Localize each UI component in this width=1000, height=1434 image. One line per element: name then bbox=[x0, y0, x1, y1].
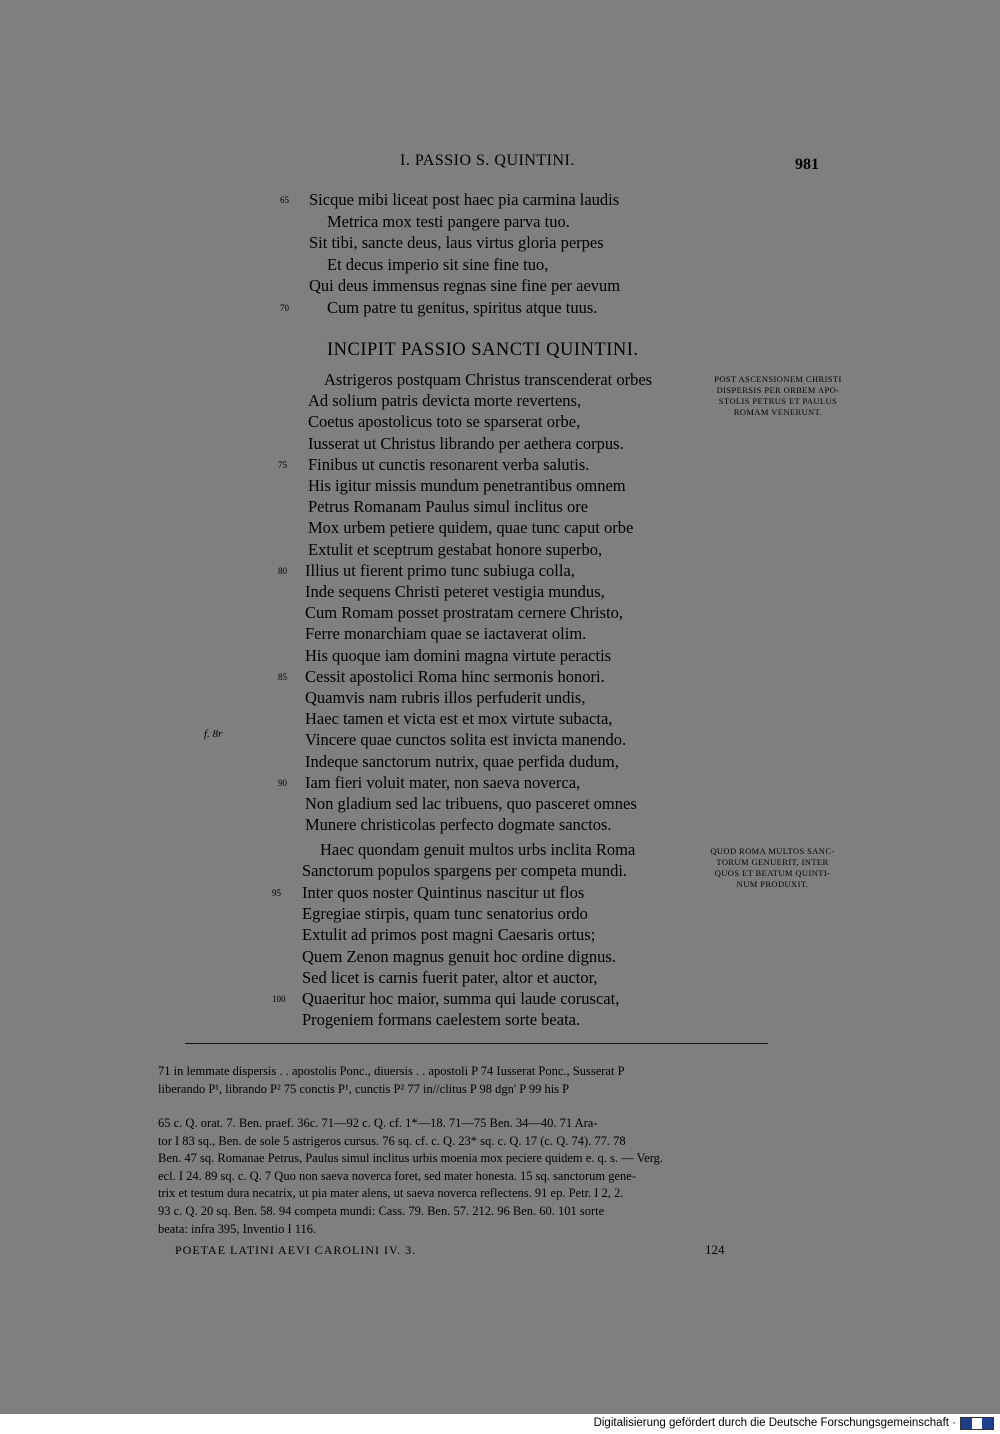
verse-line: Sed licet is carnis fuerit pater, altor et auctor, bbox=[302, 967, 598, 987]
sidenote-ascension bbox=[688, 374, 868, 418]
line-number: 90 bbox=[278, 777, 287, 788]
section-title: INCIPIT PASSIO SANCTI QUINTINI. bbox=[327, 340, 639, 360]
sidenote-line: NUM PRODUXIT. bbox=[736, 879, 809, 889]
signature-mark: 124 bbox=[705, 1242, 725, 1257]
verse-line: Astrigeros postquam Christus transcenderat orbes bbox=[324, 370, 653, 389]
verse-line: Cum patre tu genitus, spiritus atque tuus. bbox=[327, 297, 598, 317]
dfg-logo bbox=[960, 1417, 994, 1430]
footnote-line: ecl. I 24. 89 sq. c. Q. 7 Quo non saeva noverca foret, sed mater honesta. 15 sq. sanctorum gene- bbox=[158, 1168, 636, 1183]
page-number: 981 bbox=[795, 156, 819, 173]
sidenote-line: TORUM GENUERIT, INTER bbox=[716, 857, 829, 867]
footnote-rule bbox=[185, 1043, 768, 1044]
footnote-line: trix et testum dura necatrix, ut pia mater alens, ut saeva noverca reflectens. 91 ep. Petr. I 2, 2. bbox=[158, 1186, 624, 1201]
verse-line: Finibus ut cunctis resonarent verba salutis. bbox=[308, 454, 590, 474]
sidenote-line: QUOD ROMA MULTOS SANC- bbox=[710, 846, 835, 856]
verse-line: Cum Romam posset prostratam cernere Christo, bbox=[305, 603, 624, 623]
verse-line: His igitur missis mundum penetrantibus omnem bbox=[308, 476, 626, 495]
verse-line: Haec tamen et victa est et mox virtute subacta, bbox=[305, 709, 613, 729]
verse-line: Quaeritur hoc maior, summa qui laude coruscat, bbox=[302, 989, 620, 1009]
verse-line: Cessit apostolici Roma hinc sermonis honori. bbox=[305, 666, 605, 686]
line-number: 65 bbox=[280, 195, 289, 205]
line-number: 70 bbox=[280, 302, 289, 313]
verse-line: Inde sequens Christi peteret vestigia mundus, bbox=[305, 582, 605, 601]
line-number: 75 bbox=[278, 459, 287, 470]
verse-line: Progeniem formans caelestem sorte beata. bbox=[302, 1010, 581, 1030]
verse-line: Indeque sanctorum nutrix, quae perfida dudum, bbox=[305, 751, 619, 771]
verse-line: Ad solium patris devicta morte revertens, bbox=[308, 391, 582, 411]
sidenote-roma bbox=[680, 846, 865, 890]
verse-line: Mox urbem petiere quidem, quae tunc caput orbe bbox=[308, 518, 634, 538]
series-footer: POETAE LATINI AEVI CAROLINI IV. 3. bbox=[175, 1243, 417, 1257]
verse-line: Iusserat ut Christus librando per aethera corpus. bbox=[308, 433, 624, 453]
verse-line: Petrus Romanam Paulus simul inclitus ore bbox=[308, 497, 589, 517]
verse-line: Sanctorum populos spargens per competa mundi. bbox=[302, 861, 628, 881]
verse-line: Coetus apostolicus toto se sparserat orbe, bbox=[308, 412, 581, 432]
verse-line: Ferre monarchiam quae se iactaverat olim. bbox=[305, 624, 587, 644]
verse-line: Qui deus immensus regnas sine fine per aevum bbox=[309, 276, 621, 295]
line-number: 85 bbox=[278, 671, 287, 682]
running-header: I. PASSIO S. QUINTINI. bbox=[400, 152, 575, 169]
sidenote-line: STOLIS PETRUS ET PAULUS bbox=[718, 396, 838, 406]
dfg-banner bbox=[0, 1414, 1000, 1434]
line-number: 80 bbox=[278, 565, 287, 576]
apparatus-line: 71 in lemmate dispersis . . apostolis Ponc., diuersis . . apostoli P 74 Iusserat Ponc., Susserat P bbox=[158, 1064, 625, 1078]
folio-margin-mark: f. 8r bbox=[204, 728, 223, 740]
verse-line: Et decus imperio sit sine fine tuo, bbox=[327, 254, 549, 274]
verse-line: Illius ut fierent primo tunc subiuga colla, bbox=[305, 560, 575, 580]
footnote-line: 93 c. Q. 20 sq. Ben. 58. 94 competa mundi: Cass. 79. Ben. 57. 212. 96 Ben. 60. 101 sorte bbox=[158, 1204, 605, 1218]
sidenote-line: ROMAM VENERUNT. bbox=[733, 407, 823, 417]
footnote-line: beata: infra 395, Inventio I 116. bbox=[158, 1221, 317, 1236]
verse-line: Vincere quae cunctos solita est invicta manendo. bbox=[305, 730, 627, 750]
line-number: 100 bbox=[272, 994, 286, 1005]
footnote-line: 65 c. Q. orat. 7. Ben. praef. 36c. 71—92 c. Q. cf. 1*—18. 71—75 Ben. 34—40. 71 Ara- bbox=[158, 1116, 598, 1130]
verse-line: Haec quondam genuit multos urbs inclita Roma bbox=[320, 840, 636, 859]
verse-line: Sicque mibi liceat post haec pia carmina laudis bbox=[309, 190, 620, 209]
verse-line: Non gladium sed lac tribuens, quo pasceret omnes bbox=[305, 794, 637, 813]
verse-line: Inter quos noster Quintinus nascitur ut flos bbox=[302, 882, 585, 902]
verse-line: Metrica mox testi pangere parva tuo. bbox=[327, 211, 570, 231]
footnote-line: Ben. 47 sq. Romanae Petrus, Paulus simul inclitus urbis moenia mox peciere quidem e. q. s. — Verg. bbox=[158, 1151, 664, 1166]
footnote-line: tor I 83 sq., Ben. de sole 5 astrigeros cursus. 76 sq. cf. c. Q. 23* sq. c. Q. 17 (c. Q. 74). 77. 78 bbox=[158, 1133, 626, 1148]
verse-line: His quoque iam domini magna virtute peractis bbox=[305, 645, 612, 665]
verse-line: Quem Zenon magnus genuit hoc ordine dignus. bbox=[302, 946, 616, 966]
verse-line: Extulit ad primos post magni Caesaris ortus; bbox=[302, 925, 596, 945]
dfg-text: Digitalisierung gefördert durch die Deutsche Forschungsgemeinschaft · bbox=[593, 1417, 956, 1429]
sidenote-line: POST ASCENSIONEM CHRISTI bbox=[714, 374, 842, 384]
apparatus-line: liberando P¹, librando P² 75 conctis P¹, cunctis P² 77 in//clitus P 98 dgn' P 99 his P bbox=[158, 1081, 570, 1096]
sidenote-line: QUOS ET BEATUM QUINTI- bbox=[714, 868, 831, 878]
verse-line: Extulit et sceptrum gestabat honore superbo, bbox=[308, 539, 603, 559]
verse-line: Iam fieri voluit mater, non saeva noverca, bbox=[305, 772, 581, 792]
line-number: 95 bbox=[272, 887, 281, 898]
verse-line: Munere christicolas perfecto dogmate sanctos. bbox=[305, 815, 612, 835]
verse-line: Quamvis nam rubris illos perfuderit undis, bbox=[305, 688, 586, 707]
sidenote-line: DISPERSIS PER ORBEM APO- bbox=[716, 385, 840, 395]
verse-line: Sit tibi, sancte deus, laus virtus gloria perpes bbox=[309, 233, 604, 252]
verse-line: Egregiae stirpis, quam tunc senatorius ordo bbox=[302, 903, 588, 923]
